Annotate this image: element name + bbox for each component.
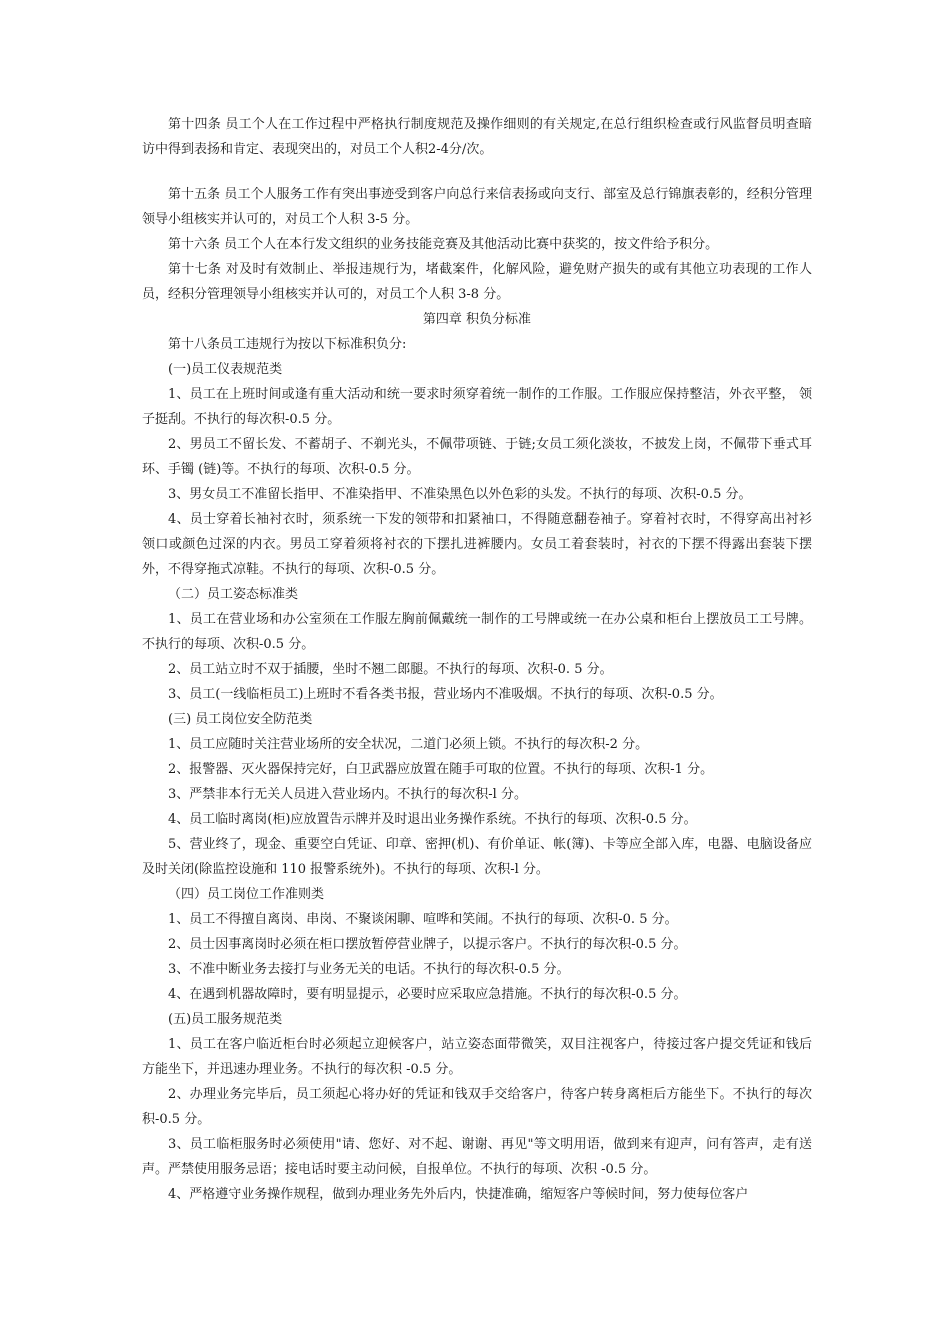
paragraph: (五)员工服务规范类 xyxy=(168,1012,283,1027)
paragraph: 第十四条 员工个人在工作过程中严格执行制度规范及操作细则的有关规定,在总行组织检查或行风监督员明查暗访中得到表扬和肯定、表现突出的，对员工个人积2-4分/次。 xyxy=(142,117,812,157)
paragraph: 2、男员工不留长发、不蓄胡子、不剃光头，不佩带项链、于链;女员工须化淡妆，不披发上岗，不佩带下垂式耳环、手镯 (链)等。不执行的每项、次积-0.5 分。 xyxy=(142,437,812,477)
paragraph: 4、在遇到机器故障时，要有明显提示，必要时应采取应急措施。不执行的每次积-0.5 分。 xyxy=(168,987,687,1002)
paragraph: (一)员工仪表规范类 xyxy=(168,362,283,377)
paragraph: 4、员工临时离岗(柜)应放置告示牌并及时退出业务操作系统。不执行的每项、次积-0.5 分。 xyxy=(168,812,697,827)
paragraph: (三) 员工岗位安全防范类 xyxy=(168,712,313,727)
paragraph: 3、员工临柜服务时必须使用"请、您好、对不起、谢谢、再见"等文明用语，做到来有迎声，问有答声，走有送声。严禁使用服务忌语；接电话时要主动问候，自报单位。不执行的每项、次积 -0.5 分。 xyxy=(142,1137,812,1177)
paragraph: （四）员工岗位工作准则类 xyxy=(168,887,325,902)
paragraph: 5、营业终了，现金、重要空白凭证、印章、密押(机)、有价单证、帐(簿)、卡等应全部入库，电器、电脑设备应及时关闭(除监控设施和 110 报警系统外)。不执行的每项、次积-l 分。 xyxy=(142,837,812,877)
paragraph: 2、员士因事离岗时必须在柜口摆放暂停营业牌子，以提示客户。不执行的每次积-0.5 分。 xyxy=(168,937,687,952)
paragraph: 3、严禁非本行无关人员进入营业场内。不执行的每次积-l 分。 xyxy=(168,787,527,802)
paragraph: 1、员工不得擅自离岗、串岗、不聚谈闲聊、喧哗和笑闹。不执行的每项、次积-0. 5 分。 xyxy=(168,912,678,927)
paragraph: 1、员工在客户临近柜台时必须起立迎候客户，站立姿态面带微笑，双目注视客户，待接过客户提交凭证和钱后方能坐下，并迅速办理业务。不执行的每次积 -0.5 分。 xyxy=(142,1037,812,1077)
paragraph: 2、报警器、灭火器保持完好，白卫武器应放置在随手可取的位置。不执行的每项、次积-1 分。 xyxy=(168,762,714,777)
paragraph: 第十八条员工违规行为按以下标准积负分: xyxy=(168,337,407,352)
paragraph: 4、严格遵守业务操作规程，做到办理业务先外后内，快捷准确，缩短客户等候时间，努力使每位客户 xyxy=(168,1187,749,1202)
paragraph: （二）员工姿态标准类 xyxy=(168,587,299,602)
paragraph: 2、员工站立时不双于插腰，坐时不翘二郎腿。不执行的每项、次积-0. 5 分。 xyxy=(168,662,613,677)
paragraph: 第十七条 对及时有效制止、举报违规行为，堵截案件，化解风险，避免财产损失的或有其他立功表现的工作人员，经积分管理领导小组核实并认可的，对员工个人积 3-8 分。 xyxy=(142,262,812,302)
paragraph: 1、员工在上班时间或逢有重大活动和统一要求时须穿着统一制作的工作服。工作服应保持整洁，外衣平整， 领子挺刮。不执行的每次积-0.5 分。 xyxy=(142,387,812,427)
paragraph: 4、员士穿着长袖衬衣时，须系统一下发的领带和扣紧袖口，不得随意翻卷袖子。穿着衬衣时，不得穿高出衬衫领口或颜色过深的内衣。男员工穿着须将衬衣的下摆扎进裤腰内。女员工着套装时，衬衣的下摆不得露出套装下摆外，不得穿拖式凉鞋。不执行的每项、次积-0.5 分。 xyxy=(142,512,812,577)
paragraph: 第十六条 员工个人在本行发文组织的业务技能竞赛及其他活动比赛中获奖的，按文件给予积分。 xyxy=(168,237,719,252)
chapter-heading: 第四章 积负分标准 xyxy=(422,312,532,327)
paragraph: 3、男女员工不准留长指甲、不准染指甲、不准染黑色以外色彩的头发。不执行的每项、次积-0.5 分。 xyxy=(168,487,752,502)
paragraph: 第十五条 员工个人服务工作有突出事迹受到客户向总行来信表扬或向支行、部室及总行锦旗表彰的，经积分管理领导小组核实并认可的，对员工个人积 3-5 分。 xyxy=(142,187,812,227)
paragraph: 1、员工应随时关注营业场所的安全状况，二道门必须上锁。不执行的每次积-2 分。 xyxy=(168,737,649,752)
paragraph: 2、办理业务完毕后，员工须起心将办好的凭证和钱双手交给客户，待客户转身离柜后方能坐下。不执行的每次积-0.5 分。 xyxy=(142,1087,812,1127)
paragraph-gap xyxy=(142,162,812,182)
paragraph: 3、不准中断业务去接打与业务无关的电话。不执行的每次积-0.5 分。 xyxy=(168,962,570,977)
paragraph: 3、员工(一线临柜员工)上班时不看各类书报，营业场内不准吸烟。不执行的每项、次积-0.5 分。 xyxy=(168,687,723,702)
paragraph: 1、员工在营业场和办公室须在工作服左胸前佩戴统一制作的工号牌或统一在办公桌和柜台上摆放员工工号牌。 不执行的每项、次积-0.5 分。 xyxy=(142,612,812,652)
document-body xyxy=(142,112,812,1207)
